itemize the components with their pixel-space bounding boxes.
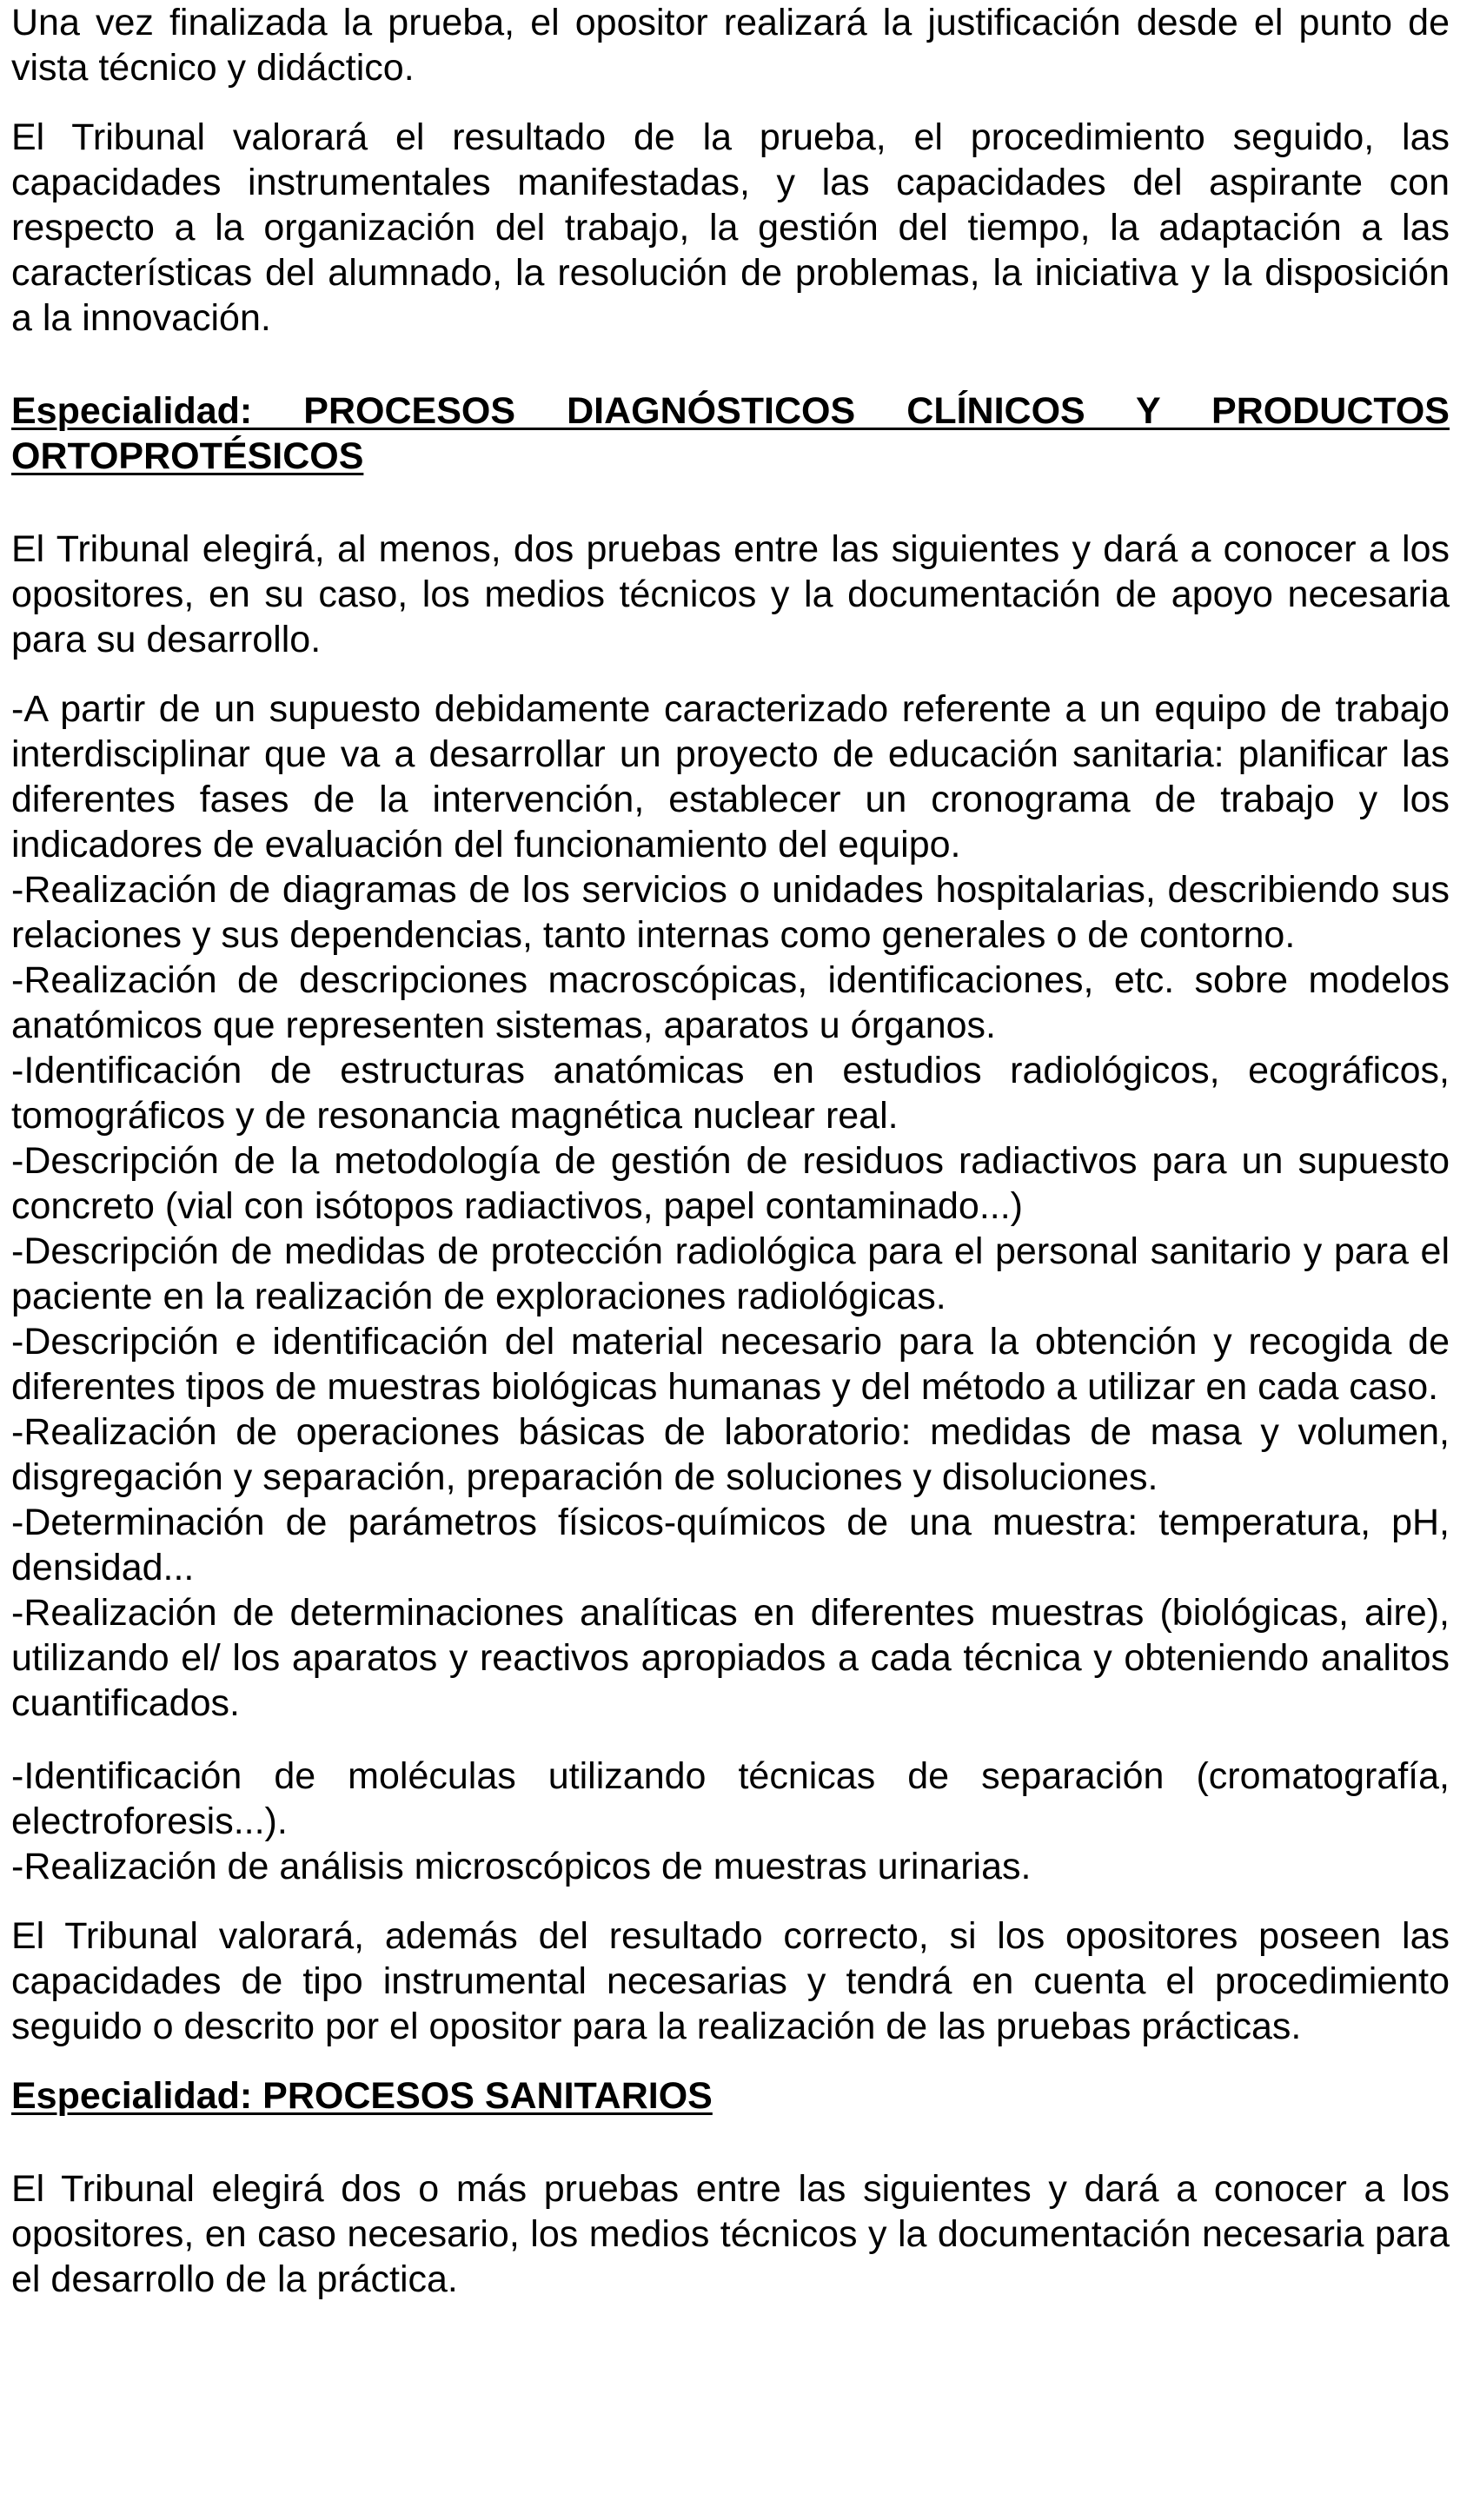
section1-intro: El Tribunal elegirá, al menos, dos pruebas entre las siguientes y dará a conocer a los opositores, en su caso, los medios técnicos y la documentación de apoyo necesaria para su desarrollo. [11, 528, 1450, 660]
list-item: -Descripción de la metodología de gestión de residuos radiactivos para un supuesto concreto (vial con isótopos radiactivos, papel contaminado...) [11, 1140, 1450, 1227]
section-heading-sanitarios: Especialidad: PROCESOS SANITARIOS [11, 2075, 713, 2117]
section1-test-list-continued [11, 1754, 1450, 1889]
list-item: -Realización de descripciones macroscópicas, identificaciones, etc. sobre modelos anatómicos que representen sistemas, aparatos u órganos. [11, 959, 1450, 1046]
section1-test-list [11, 686, 1450, 1726]
list-item: -Identificación de moléculas utilizando técnicas de separación (cromatografía, electroforesis...). [11, 1755, 1450, 1842]
list-item: -Realización de diagramas de los servicios o unidades hospitalarias, describiendo sus relaciones y sus dependencias, tanto internas como generales o de contorno. [11, 869, 1450, 956]
section-heading-diagnosticos: Especialidad: PROCESOS DIAGNÓSTICOS CLÍNICOS Y PRODUCTOS ORTOPROTÉSICOS [11, 390, 1450, 477]
list-item: -Descripción de medidas de protección radiológica para el personal sanitario y para el paciente en la realización de exploraciones radiológicas. [11, 1230, 1450, 1317]
list-item: -Realización de operaciones básicas de laboratorio: medidas de masa y volumen, disgregación y separación, preparación de soluciones y disoluciones. [11, 1411, 1450, 1498]
intro-paragraph-1: Una vez finalizada la prueba, el opositor realizará la justificación desde el punto de vista técnico y didáctico. [11, 2, 1450, 89]
intro-paragraph-2: El Tribunal valorará el resultado de la prueba, el procedimiento seguido, las capacidades instrumentales manifestadas, y las capacidades del aspirante con respecto a la organización del trabajo, la gestión del tiempo, la adaptación a las características del alumnado, la resolución de problemas, la iniciativa y la disposición a la innovación. [11, 116, 1450, 339]
list-item: -A partir de un supuesto debidamente caracterizado referente a un equipo de trabajo interdisciplinar que va a desarrollar un proyecto de educación sanitaria: planificar las diferentes fases de la intervención, establecer un cronograma de trabajo y los indicadores de evaluación del funcionamiento del equipo. [11, 688, 1450, 865]
document-page [11, 0, 1450, 2302]
list-item: -Determinación de parámetros físicos-químicos de una muestra: temperatura, pH, densidad... [11, 1502, 1450, 1588]
list-item: -Descripción e identificación del material necesario para la obtención y recogida de diferentes tipos de muestras biológicas humanas y del método a utilizar en cada caso. [11, 1321, 1450, 1408]
section2-intro: El Tribunal elegirá dos o más pruebas entre las siguientes y dará a conocer a los opositores, en caso necesario, los medios técnicos y la documentación necesaria para el desarrollo de la práctica. [11, 2168, 1450, 2300]
list-item: -Realización de determinaciones analíticas en diferentes muestras (biológicas, aire), utilizando el/ los aparatos y reactivos apropiados a cada técnica y obteniendo analitos cuantificados. [11, 1592, 1450, 1724]
section1-closing: El Tribunal valorará, además del resultado correcto, si los opositores poseen las capacidades de tipo instrumental necesarias y tendrá en cuenta el procedimiento seguido o descrito por el opositor para la realización de las pruebas prácticas. [11, 1915, 1450, 2047]
list-item: -Identificación de estructuras anatómicas en estudios radiológicos, ecográficos, tomográficos y de resonancia magnética nuclear real. [11, 1050, 1450, 1137]
list-item: -Realización de análisis microscópicos de muestras urinarias. [11, 1846, 1032, 1887]
